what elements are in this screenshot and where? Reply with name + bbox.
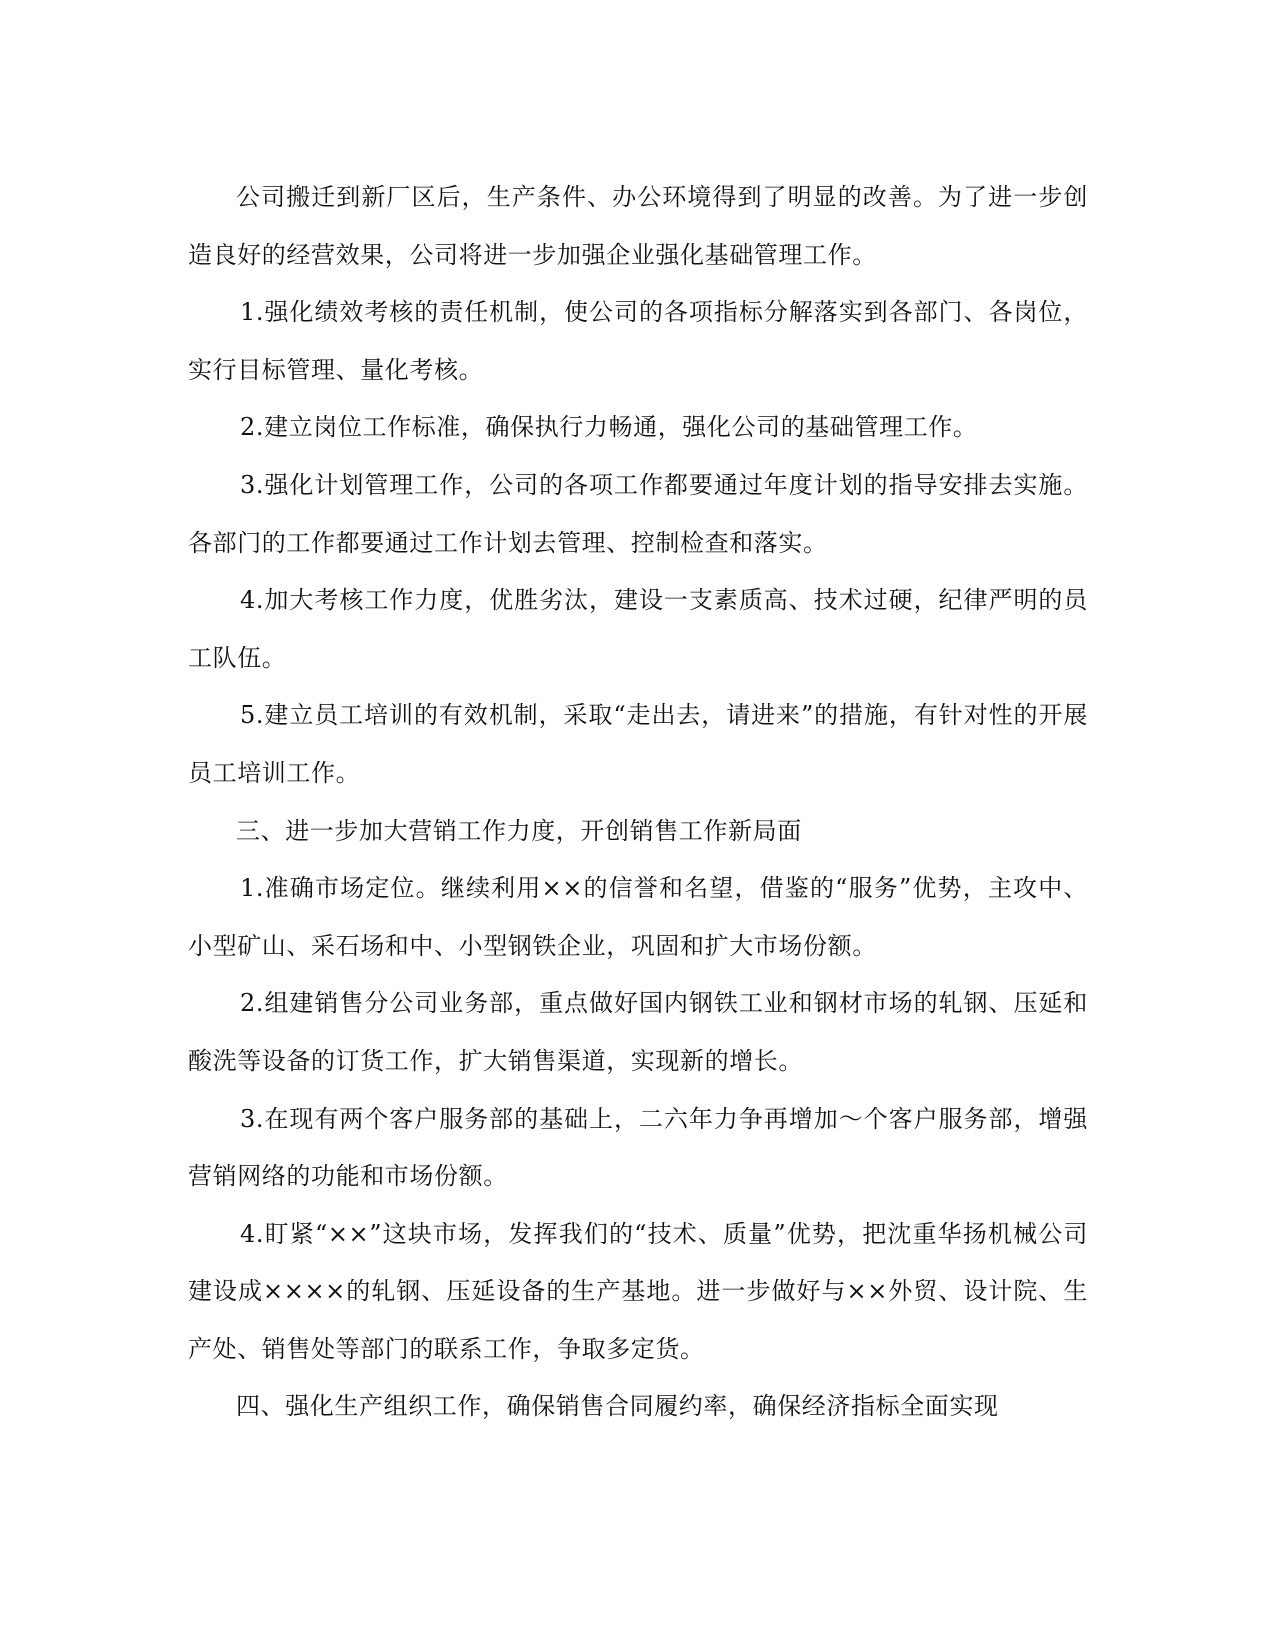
marketing-item-2: 2.组建销售分公司业务部，重点做好国内钢铁工业和钢材市场的轧钢、压延和酸洗等设备的订货工作，扩大销售渠道，实现新的增长。 — [188, 989, 1088, 1075]
document-body — [188, 169, 1088, 1436]
section-heading-4: 四、强化生产组织工作，确保销售合同履约率，确保经济指标全面实现 — [236, 1392, 999, 1421]
management-item-2: 2.建立岗位工作标准，确保执行力畅通，强化公司的基础管理工作。 — [240, 413, 978, 442]
marketing-item-3: 3.在现有两个客户服务部的基础上，二六年力争再增加～个客户服务部，增强营销网络的功能和市场份额。 — [188, 1104, 1088, 1191]
management-item-1: 1.强化绩效考核的责任机制，使公司的各项指标分解落实到各部门、各岗位，实行目标管理、量化考核。 — [188, 298, 1088, 384]
management-item-3: 3.强化计划管理工作，公司的各项工作都要通过年度计划的指导安排去实施。各部门的工作都要通过工作计划去管理、控制检查和落实。 — [188, 470, 1088, 557]
intro-paragraph: 公司搬迁到新厂区后，生产条件、办公环境得到了明显的改善。为了进一步创造良好的经营效果，公司将进一步加强企业强化基础管理工作。 — [188, 183, 1088, 269]
marketing-item-4: 4.盯紧“××”这块市场，发挥我们的“技术、质量”优势，把沈重华扬机械公司建设成××××的轧钢、压延设备的生产基地。进一步做好与××外贸、设计院、生产处、销售处等部门的联系工作，争取多定货。 — [188, 1219, 1088, 1363]
management-item-5: 5.建立员工培训的有效机制，采取“走出去，请进来”的措施，有针对性的开展员工培训工作。 — [188, 701, 1088, 787]
management-item-4: 4.加大考核工作力度，优胜劣汰，建设一支素质高、技术过硬，纪律严明的员工队伍。 — [188, 586, 1088, 672]
marketing-item-1: 1.准确市场定位。继续利用××的信誉和名望，借鉴的“服务”优势，主攻中、小型矿山、采石场和中、小型钢铁企业，巩固和扩大市场份额。 — [188, 874, 1088, 960]
section-heading-3: 三、进一步加大营销工作力度，开创销售工作新局面 — [236, 816, 802, 845]
